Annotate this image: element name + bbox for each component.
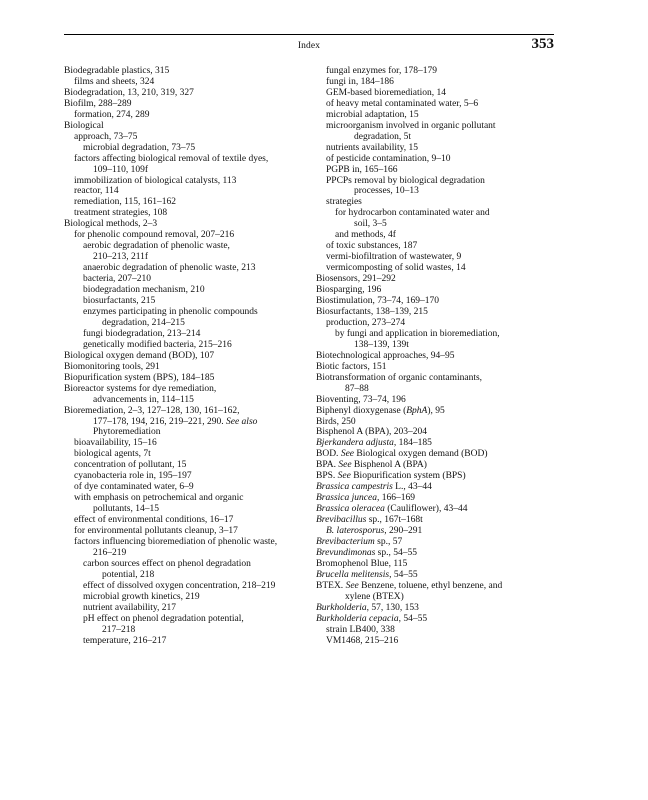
index-entry: [316, 219, 554, 230]
index-entry: [64, 362, 302, 373]
entry-text: biological agents, 7t: [74, 449, 151, 460]
index-entry: [64, 143, 302, 154]
index-entry: [316, 197, 554, 208]
entry-text: Biodegradable plastics, 315: [64, 66, 170, 76]
index-entry: [316, 570, 554, 581]
entry-italic-term: Brassica oleracea: [316, 504, 385, 515]
entry-text: GEM-based bioremediation, 14: [326, 87, 447, 98]
index-entry: [64, 384, 302, 395]
entry-text: 109–110, 109f: [93, 164, 149, 175]
index-entry: [316, 614, 554, 625]
index-entry: [316, 241, 554, 252]
index-entry: [64, 318, 302, 329]
entry-text: Biotransformation of organic contaminants,: [316, 372, 483, 383]
entry-text: 177–178, 194, 216, 219–221, 290.: [93, 416, 224, 427]
entry-text: production, 273–274: [326, 317, 406, 328]
entry-text: microbial adaptation, 15: [326, 109, 419, 120]
entry-text: degradation, 214–215: [102, 317, 185, 328]
index-entry: [316, 471, 554, 482]
index-entry: [316, 296, 554, 307]
see-reference: See also: [223, 416, 258, 427]
see-reference: See: [335, 460, 352, 471]
entry-text: Biosurfactants, 138–139, 215: [316, 306, 428, 317]
index-entry: [316, 493, 554, 504]
index-entry: [64, 438, 302, 449]
entry-text: Biofilm, 288–289: [64, 98, 132, 109]
index-entry: [64, 581, 302, 592]
index-entry: [316, 548, 554, 559]
entry-text: and methods, 4f: [335, 230, 396, 241]
index-entry: [316, 625, 554, 636]
index-entry: [64, 592, 302, 603]
index-entry: [316, 329, 554, 340]
index-entry: [64, 526, 302, 537]
entry-text: of toxic substances, 187: [326, 241, 418, 252]
index-entry: [316, 636, 554, 647]
index-entry: [64, 417, 302, 428]
index-entry: [316, 318, 554, 329]
index-entry: [316, 351, 554, 362]
entry-suffix: (Cauliflower), 43–44: [384, 504, 468, 515]
index-entry: [64, 395, 302, 406]
entry-text: xylene (BTEX): [345, 591, 404, 602]
index-entry: [64, 570, 302, 581]
entry-text: 210–213, 211f: [93, 252, 149, 263]
index-entry: [64, 329, 302, 340]
index-entry: [316, 449, 554, 460]
index-entry: [316, 77, 554, 88]
entry-text: Biostimulation, 73–74, 169–170: [316, 296, 439, 307]
entry-text: Biodegradation, 13, 210, 319, 327: [64, 87, 194, 98]
index-entry: [64, 165, 302, 176]
entry-suffix: , 290–291: [384, 526, 423, 537]
entry-text: vermicomposting of solid wastes, 14: [326, 263, 466, 274]
entry-text: microbial growth kinetics, 219: [83, 591, 200, 602]
entry-text: carbon sources effect on phenol degradation: [83, 558, 251, 569]
entry-text: PGPB in, 165–166: [326, 164, 398, 175]
index-entry: [316, 438, 554, 449]
index-entry: [316, 186, 554, 197]
index-entry: [64, 471, 302, 482]
entry-text: advancements in, 114–115: [93, 394, 194, 405]
index-entry: [64, 230, 302, 241]
entry-text: bioavailability, 15–16: [74, 438, 157, 449]
index-entry: [316, 373, 554, 384]
index-entry: [64, 406, 302, 417]
index-entry: [64, 515, 302, 526]
index-entry: [64, 340, 302, 351]
index-entry: [316, 99, 554, 110]
index-entry: [316, 132, 554, 143]
index-entry: [316, 460, 554, 471]
entry-italic-term: Brassica campestris: [316, 482, 393, 493]
index-entry: [316, 340, 554, 351]
entry-text: reactor, 114: [74, 186, 119, 197]
see-reference: See: [343, 580, 359, 591]
entry-text: temperature, 216–217: [83, 635, 167, 646]
entry-text: strain LB400, 338: [326, 624, 395, 635]
entry-suffix: Biopurification system (BPS): [350, 471, 466, 482]
index-entry: [316, 581, 554, 592]
index-entry: [64, 66, 302, 77]
entry-text: Bioreactor systems for dye remediation,: [64, 383, 217, 394]
entry-text: with emphasis on petrochemical and organic: [74, 493, 244, 504]
see-reference: See: [335, 471, 351, 482]
index-entry: [316, 559, 554, 570]
entry-text: microorganism involved in organic pollutant: [326, 120, 496, 131]
index-entry: [64, 274, 302, 285]
index-entry: [64, 176, 302, 187]
index-entry: [316, 285, 554, 296]
entry-text: Biopurification system (BPS), 184–185: [64, 372, 215, 383]
index-entry: [64, 241, 302, 252]
index-entry: [316, 526, 554, 537]
entry-suffix: sp., 54–55: [375, 547, 417, 558]
entry-text: for environmental pollutants cleanup, 3–17: [74, 526, 238, 537]
index-entry: [64, 427, 302, 438]
index-entry: [316, 427, 554, 438]
running-header: [64, 36, 554, 58]
index-entry: [316, 88, 554, 99]
entry-text: Bioremediation, 2–3, 127–128, 130, 161–162,: [64, 405, 240, 416]
index-entry: [316, 154, 554, 165]
entry-text: fungi biodegradation, 213–214: [83, 328, 201, 339]
index-entry: [64, 559, 302, 570]
entry-text: microbial degradation, 73–75: [83, 142, 196, 153]
entry-text: treatment strategies, 108: [74, 208, 168, 219]
entry-text: Biosparging, 196: [316, 285, 382, 296]
entry-text: BPS.: [316, 471, 336, 482]
index-entry: [316, 121, 554, 132]
index-entry: [64, 186, 302, 197]
index-entry: [64, 285, 302, 296]
entry-text: of pesticide contamination, 9–10: [326, 153, 451, 164]
entry-italic-term: Brevibacillus: [316, 515, 367, 526]
index-entry: [64, 493, 302, 504]
entry-text: biodegradation mechanism, 210: [83, 285, 205, 296]
index-entry: [316, 274, 554, 285]
index-entry: [316, 230, 554, 241]
index-entry: [316, 208, 554, 219]
entry-text: Bioventing, 73–74, 196: [316, 394, 406, 405]
index-entry: [316, 307, 554, 318]
index-column-right: [316, 66, 554, 647]
index-entry: [64, 219, 302, 230]
entry-text: for phenolic compound removal, 207–216: [74, 230, 235, 241]
page-number: 353: [531, 36, 554, 52]
index-entry: [316, 537, 554, 548]
index-entry: [316, 110, 554, 121]
entry-italic-term: Brevundimonas: [316, 547, 376, 558]
index-entry: [316, 176, 554, 187]
entry-text: of dye contaminated water, 6–9: [74, 482, 194, 493]
header-label: Index: [297, 41, 321, 51]
entry-italic-term: Brassica juncea: [316, 493, 377, 504]
entry-text: enzymes participating in phenolic compounds: [83, 306, 258, 317]
entry-text: approach, 73–75: [74, 131, 138, 142]
index-entry: [64, 603, 302, 614]
entry-text: Phytoremediation: [93, 427, 161, 438]
entry-suffix: Bisphenol A (BPA): [351, 460, 427, 471]
entry-text: for hydrocarbon contaminated water and: [335, 208, 490, 219]
entry-text: Biological: [64, 120, 104, 131]
index-entry: [316, 263, 554, 274]
index-entry: [64, 537, 302, 548]
entry-italic-term: Burkholderia cepacia: [316, 613, 399, 624]
index-entry: [64, 482, 302, 493]
index-entry: [316, 592, 554, 603]
entry-suffix: , 184–185: [393, 438, 432, 449]
entry-text: Biological methods, 2–3: [64, 219, 158, 230]
index-entry: [316, 482, 554, 493]
entry-text: Biological oxygen demand (BOD), 107: [64, 350, 215, 361]
entry-text: effect of dissolved oxygen concentration, 218–219: [83, 580, 276, 591]
index-entry: [64, 88, 302, 99]
entry-suffix: Benzene, toluene, ethyl benzene, and: [358, 580, 503, 591]
index-entry: [64, 154, 302, 165]
entry-text: 217–218: [102, 624, 136, 635]
index-entry: [316, 66, 554, 77]
index-entry: [316, 143, 554, 154]
entry-text: Biosensors, 291–292: [316, 274, 396, 285]
entry-italic-term: Burkholderia: [316, 602, 367, 613]
entry-italic-term: BphA: [406, 405, 428, 416]
entry-text: effect of environmental conditions, 16–17: [74, 515, 234, 526]
index-entry: [316, 384, 554, 395]
entry-text: fungi in, 184–186: [326, 76, 394, 87]
entry-text: films and sheets, 324: [74, 76, 155, 87]
index-entry: [64, 110, 302, 121]
entry-text: formation, 274, 289: [74, 109, 150, 120]
index-entry: [64, 307, 302, 318]
entry-suffix: , 54–55: [389, 569, 418, 580]
index-entry: [64, 77, 302, 88]
index-entry: [64, 614, 302, 625]
entry-text: Birds, 250: [316, 416, 356, 427]
entry-text: remediation, 115, 161–162: [74, 197, 177, 208]
entry-text: vermi-biofiltration of wastewater, 9: [326, 252, 462, 263]
entry-text: bacteria, 207–210: [83, 274, 152, 285]
entry-text: fungal enzymes for, 178–179: [326, 66, 437, 76]
entry-text: BTEX.: [316, 580, 344, 591]
entry-text: nutrients availability, 15: [326, 142, 418, 153]
index-entry: [64, 460, 302, 471]
index-entry: [316, 603, 554, 614]
entry-text: 87–88: [345, 383, 369, 394]
index-column-left: [64, 66, 302, 647]
entry-text: Biotic factors, 151: [316, 361, 387, 372]
entry-suffix: , 54–55: [398, 613, 428, 624]
entry-text: by fungi and application in bioremediation,: [335, 328, 500, 339]
index-entry: [316, 252, 554, 263]
entry-suffix: Biological oxygen demand (BOD): [354, 449, 488, 460]
entry-text: strategies: [326, 197, 362, 208]
entry-suffix: ), 95: [427, 405, 445, 416]
index-entry: [316, 504, 554, 515]
entry-text: factors affecting biological removal of textile dyes,: [74, 153, 269, 164]
entry-text: BOD.: [316, 449, 339, 460]
index-entry: [64, 197, 302, 208]
entry-text: 138–139, 139t: [354, 339, 409, 350]
entry-text: immobilization of biological catalysts, 113: [74, 175, 237, 186]
index-entry: [64, 504, 302, 515]
entry-text: cyanobacteria role in, 195–197: [74, 471, 192, 482]
entry-text: processes, 10–13: [354, 186, 419, 197]
entry-italic-term: Brucella melitensis: [316, 569, 390, 580]
entry-text: Biomonitoring tools, 291: [64, 361, 160, 372]
entry-text: 216–219: [93, 547, 127, 558]
entry-text: Biphenyl dioxygenase (: [316, 405, 407, 416]
entry-text: Biotechnological approaches, 94–95: [316, 350, 455, 361]
index-entry: [316, 515, 554, 526]
see-reference: See: [338, 449, 354, 460]
index-entry: [64, 636, 302, 647]
entry-suffix: , 166–169: [376, 493, 415, 504]
index-entry: [64, 548, 302, 559]
entry-text: pollutants, 14–15: [93, 504, 159, 515]
entry-text: VM1468, 215–216: [326, 635, 399, 646]
entry-text: aerobic degradation of phenolic waste,: [83, 241, 230, 252]
index-entry: [316, 417, 554, 428]
entry-text: BPA.: [316, 460, 336, 471]
entry-italic-term: Bjerkandera adjusta: [316, 438, 394, 449]
index-entry: [64, 132, 302, 143]
entry-text: potential, 218: [102, 569, 155, 580]
entry-text: Bromophenol Blue, 115: [316, 558, 408, 569]
index-entry: [64, 99, 302, 110]
entry-text: factors influencing bioremediation of phenolic waste,: [74, 536, 278, 547]
entry-suffix: , 57, 130, 153: [366, 602, 419, 613]
index-entry: [64, 208, 302, 219]
index-entry: [64, 121, 302, 132]
entry-suffix: L., 43–44: [392, 482, 432, 493]
entry-text: biosurfactants, 215: [83, 296, 156, 307]
entry-text: soil, 3–5: [354, 219, 387, 230]
index-entry: [64, 625, 302, 636]
entry-text: concentration of pollutant, 15: [74, 460, 187, 471]
entry-suffix: sp., 57: [374, 536, 403, 547]
index-entry: [64, 373, 302, 384]
entry-text: Bisphenol A (BPA), 203–204: [316, 427, 428, 438]
entry-text: nutrient availability, 217: [83, 602, 177, 613]
entry-text: degradation, 5t: [354, 131, 411, 142]
entry-text: anaerobic degradation of phenolic waste, 213: [83, 263, 256, 274]
index-entry: [64, 252, 302, 263]
entry-text: PPCPs removal by biological degradation: [326, 175, 485, 186]
index-entry: [316, 406, 554, 417]
entry-text: of heavy metal contaminated water, 5–6: [326, 98, 479, 109]
index-entry: [316, 165, 554, 176]
entry-italic-term: Brevibacterium: [316, 536, 375, 547]
entry-italic-term: B. laterosporus: [326, 526, 385, 537]
entry-text: genetically modified bacteria, 215–216: [83, 339, 232, 350]
index-entry: [64, 296, 302, 307]
index-entry: [64, 351, 302, 362]
index-entry: [316, 362, 554, 373]
index-entry: [64, 449, 302, 460]
index-entry: [64, 263, 302, 274]
entry-text: pH effect on phenol degradation potential,: [83, 613, 244, 624]
header-rule: [64, 34, 554, 35]
entry-suffix: sp., 167t–168t: [366, 515, 423, 526]
index-entry: [316, 395, 554, 406]
